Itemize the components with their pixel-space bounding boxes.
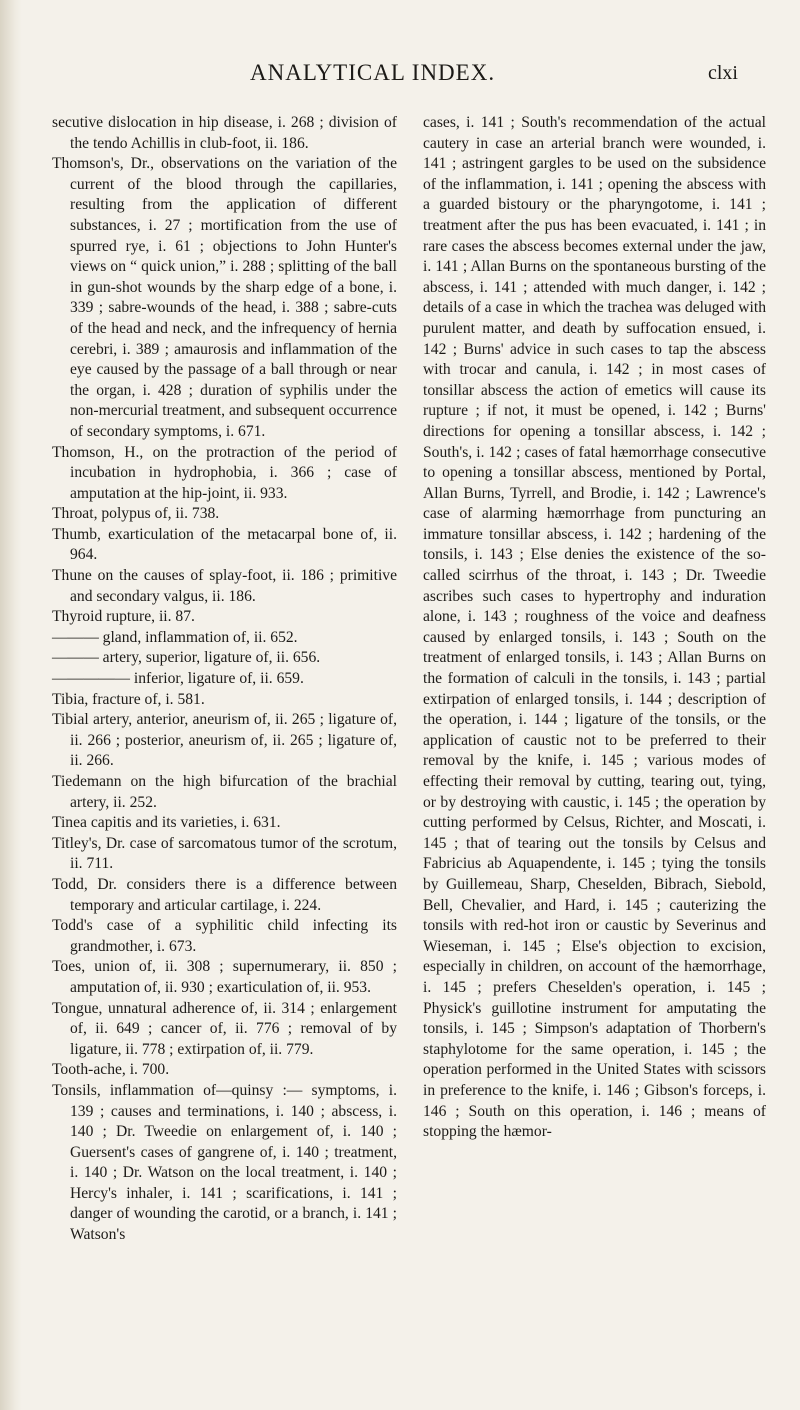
index-entry: Titley's, Dr. case of sarcomatous tumor of the scrotum, ii. 711. [52, 834, 397, 873]
index-subentry: ——— gland, inflammation of, ii. 652. [52, 628, 298, 646]
index-entry: Tibia, fracture of, i. 581. [52, 690, 205, 708]
index-entry: Thumb, exarticulation of the metacarpal bone of, ii. 964. [52, 525, 397, 564]
index-entry: Tongue, unnatural adherence of, ii. 314 ; enlargement of, ii. 649 ; cancer of, ii. 776 ; removal of by ligature, ii. 778 ; extirpation of, ii. 779. [52, 999, 397, 1058]
page-header [0, 58, 800, 98]
index-entry: secutive dislocation in hip disease, i. 268 ; division of the tendo Achillis in club-foot, ii. 186. [52, 114, 397, 152]
running-head: ANALYTICAL INDEX. [250, 60, 496, 85]
index-entry: Todd, Dr. considers there is a difference between temporary and articular cartilage, i. 224. [52, 875, 397, 914]
index-entry: Toes, union of, ii. 308 ; supernumerary, ii. 850 ; amputation of, ii. 930 ; exarticulation of, ii. 953. [52, 958, 397, 996]
index-entry: Thyroid rupture, ii. 87. [52, 608, 195, 626]
index-entry: Tinea capitis and its varieties, i. 631. [52, 814, 281, 832]
index-entry: Thomson, H., on the protraction of the period of incubation in hydrophobia, i. 366 ; case of amputation at the hip-joint, ii. 933. [52, 443, 397, 502]
index-column-left [52, 113, 397, 1246]
index-entry: Tibial artery, anterior, aneurism of, ii. 265 ; ligature of, ii. 266 ; posterior, aneurism of, ii. 265 ; ligature of, ii. 266. [52, 711, 397, 770]
index-subentry: ——— artery, superior, ligature of, ii. 656. [52, 649, 321, 667]
index-subentry: ————— inferior, ligature of, ii. 659. [52, 670, 304, 688]
index-entry: Thune on the causes of splay-foot, ii. 186 ; primitive and secondary valgus, ii. 186. [52, 567, 397, 605]
index-entry: Throat, polypus of, ii. 738. [52, 505, 220, 523]
index-entry: Thomson's, Dr., observations on the variation of the current of the blood through the capillaries, resulting from the application of different substances, i. 27 ; mortification from the use of spurred rye, i. 61 ; objections to John Hunter's views on “ quick union,” i. 288 ; splitting of the ball in gun-shot wounds by the sharp edge of a bone, i. 339 ; sabre-wounds of the head, i. 388 ; sabre-cuts of the head and neck, and the infrequency of hernia cerebri, i. 389 ; amaurosis and inflammation of the eye caused by the passage of a ball through or near the organ, i. 428 ; duration of syphilis under the non-mercurial treatment, and subsequent occurrence of secondary symptoms, i. 671. [52, 155, 397, 440]
page-edge-shadow [0, 0, 22, 1410]
index-entry-continued: cases, i. 141 ; South's recommendation of the actual cautery in case an arterial branch were wounded, i. 141 ; astringent gargles to be used on the subsidence of the inflammation, i. 141 ; opening the abscess with a guarded bistoury or the pharyngotome, i. 141 ; treatment after the pus has been evacuated, i. 141 ; in rare cases the abscess becomes external under the jaw, i. 141 ; Allan Burns on the spontaneous bursting of the abscess, i. 141 ; attended with much danger, i. 142 ; details of a case in which the trachea was deluged with purulent matter, and death by suffocation ensued, i. 142 ; Burns' advice in such cases to tap the abscess with trocar and canula, i. 142 ; in most cases of tonsillar abscess the action of emetics will cause its rupture ; if not, it must be opened, i. 142 ; Burns' directions for opening a tonsillar abscess, i. 142 ; South's, i. 142 ; cases of fatal hæmorrhage consecutive to opening a tonsillar abscess, mentioned by Portal, Allan Burns, Tyrrell, and Brodie, i. 142 ; Lawrence's case of alarming hæmorrhage from puncturing an immature tonsillar abscess, i. 142 ; hardening of the tonsils, i. 143 ; Else denies the existence of the so-called scirrhus of the throat, i. 143 ; Dr. Tweedie ascribes such cases to hypertrophy and induration alone, i. 143 ; roughness of the voice and deafness caused by enlarged tonsils, i. 143 ; South on the treatment of enlarged tonsils, i. 143 ; Allan Burns on the formation of calculi in the tonsils, i. 143 ; partial extirpation of enlarged tonsils, i. 144 ; description of the operation, i. 144 ; ligature of the tonsils, or the application of caustic not to be preferred to their removal by the knife, i. 145 ; various modes of effecting their removal by cutting, tearing out, tying, or by destroying with caustic, i. 145 ; the operation by cutting performed by Celsus, Richter, and Moscati, i. 145 ; that of tearing out the tonsils by Celsus and Fabricius ab Aquapendente, i. 145 ; tying the tonsils by Guillemeau, Sharp, Cheselden, Bibrach, Siebold, Bell, Chevalier, and Hard, i. 145 ; cauterizing the tonsils with red-hot iron or caustic by Severinus and Wieseman, i. 145 ; Else's objection to excision, especially in children, on account of the hæmorrhage, i. 145 ; prefers Cheselden's operation, i. 145 ; Physick's guillotine instrument for amputating the tonsils, i. 145 ; Simpson's adaptation of Thorbern's staphylotome for the same operation, i. 145 ; the operation performed in the United States with scissors in preference to the knife, i. 146 ; Gibson's forceps, i. 146 ; South on this operation, i. 146 ; means of stopping the hæmor- [423, 114, 766, 1141]
index-entry: Tiedemann on the high bifurcation of the brachial artery, ii. 252. [52, 773, 397, 811]
index-column-right [423, 113, 766, 1143]
index-entry: Tonsils, inflammation of—quinsy :— symptoms, i. 139 ; causes and terminations, i. 140 ; abscess, i. 140 ; Dr. Tweedie on enlargement of, i. 140 ; Guersent's cases of gangrene of, i. 140 ; treatment, i. 140 ; Dr. Watson on the local treatment, i. 140 ; Hercy's inhaler, i. 141 ; scarifications, i. 141 ; danger of wounding the carotid, or a branch, i. 141 ; Watson's [52, 1081, 397, 1244]
index-entry: Todd's case of a syphilitic child infecting its grandmother, i. 673. [52, 917, 397, 955]
page-number: clxi [708, 62, 738, 84]
index-entry: Tooth-ache, i. 700. [52, 1061, 170, 1079]
